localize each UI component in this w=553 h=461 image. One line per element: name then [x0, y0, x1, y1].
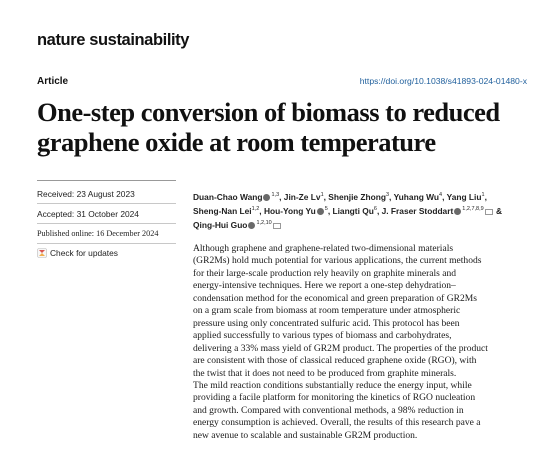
check-for-updates-label: Check for updates	[50, 248, 118, 258]
abstract-line: on a gram scale from biomass at room temperature under atmospheric	[193, 305, 461, 317]
abstract-line: condensation method for the economical and green preparation of GR2Ms	[193, 292, 477, 304]
author-separator: ,	[484, 192, 487, 202]
check-for-updates-button[interactable]	[37, 248, 118, 258]
email-icon[interactable]	[485, 209, 493, 215]
abstract-line: (GR2Ms) hold much potential for various applications, the current methods	[193, 255, 482, 267]
article-type: Article	[37, 76, 69, 87]
abstract-line: the twist that it does not need to be produced from graphite minerals.	[193, 367, 457, 379]
author-affiliations: 1,2	[251, 206, 260, 213]
email-icon[interactable]	[273, 223, 281, 229]
author-name[interactable]: Shenjie Zhong	[328, 192, 386, 202]
abstract	[193, 243, 538, 442]
author-separator: ,	[327, 206, 333, 217]
author-affiliations: 1	[320, 192, 324, 198]
author-affiliations: 1,2,10	[256, 220, 272, 227]
author-name[interactable]: Yuhang Wu	[393, 192, 440, 202]
author-name[interactable]: Qing-Hui Guo	[193, 220, 248, 231]
date-divider	[37, 223, 176, 224]
author-name[interactable]: Hou-Yong Yu	[263, 206, 316, 217]
author-affiliations: 4	[439, 192, 443, 198]
accepted-date: Accepted: 31 October 2024	[37, 209, 139, 219]
left-column-divider	[37, 180, 176, 181]
title-line-1: One-step conversion of biomass to reduced	[37, 97, 500, 127]
author-separator: ,	[259, 206, 264, 217]
author-separator: ,	[279, 192, 284, 202]
check-for-updates-icon	[37, 248, 47, 258]
author-list	[193, 189, 533, 232]
abstract-line: The mild reaction conditions substantially reduce the energy input, while	[193, 379, 472, 391]
orcid-icon[interactable]	[454, 208, 461, 215]
author-separator: ,	[442, 192, 447, 202]
article-title	[37, 97, 537, 157]
journal-name[interactable]: nature sustainability	[37, 31, 190, 49]
abstract-line: delivering a 33% mass yield of GR2M product. The properties of the product	[193, 342, 488, 354]
received-date: Received: 23 August 2023	[37, 189, 135, 199]
author-affiliations: 1,2,7,8,9	[462, 206, 484, 213]
orcid-icon[interactable]	[263, 194, 270, 201]
abstract-line: Although graphene and graphene-related two-dimensional materials	[193, 243, 454, 254]
author-affiliations: 1,3	[271, 192, 280, 198]
author-name[interactable]: Liangti Qu	[332, 206, 374, 217]
abstract-line: energy consumption is achieved. Overall, the results of this research pave a	[193, 417, 481, 429]
abstract-line: new avenue to scalable and sustainable GR2M production.	[193, 429, 418, 441]
author-affiliations: 1	[481, 192, 485, 198]
abstract-line: providing a facile platform for monitoring the kinetics of RGO nucleation	[193, 392, 476, 404]
abstract-line: pressure using only concentrated sulfuric acid. This protocol has been	[193, 317, 460, 329]
author-name[interactable]: Jin-Ze Lv	[283, 192, 321, 202]
author-name[interactable]: J. Fraser Stoddart	[381, 206, 454, 217]
abstract-line: and growth. Compared with conventional methods, a 98% reduction in	[193, 404, 464, 416]
article-meta-line	[37, 76, 527, 90]
author-separator: ,	[323, 192, 329, 202]
doi-link[interactable]: https://doi.org/10.1038/s41893-024-01480-x	[359, 76, 527, 86]
author-affiliations: 5	[324, 206, 328, 213]
abstract-line: applied successfully to various types of biomass and carbohydrates,	[193, 330, 452, 342]
author-affiliations: 6	[373, 206, 377, 213]
date-divider	[37, 243, 176, 244]
orcid-icon[interactable]	[248, 222, 255, 229]
date-divider	[37, 203, 176, 204]
author-separator: &	[493, 206, 503, 217]
title-line-2: graphene oxide at room temperature	[37, 127, 436, 157]
author-name[interactable]: Duan-Chao Wang	[193, 192, 263, 202]
author-affiliations: 3	[385, 192, 390, 198]
orcid-icon[interactable]	[317, 208, 324, 215]
author-name[interactable]: Yang Liu	[446, 192, 482, 202]
author-separator: ,	[376, 206, 382, 217]
author-separator: ,	[389, 192, 394, 202]
abstract-line: for their large-scale production rely heavily on graphite minerals and	[193, 267, 457, 279]
published-date: Published online: 16 December 2024	[37, 229, 159, 238]
abstract-line: energy-intensive techniques. Here we report a one-step dehydration–	[193, 280, 456, 292]
author-name[interactable]: Sheng-Nan Lei	[193, 206, 252, 217]
abstract-line: are consistent with those of classical reduced graphene oxide (RGO), with	[193, 355, 477, 367]
